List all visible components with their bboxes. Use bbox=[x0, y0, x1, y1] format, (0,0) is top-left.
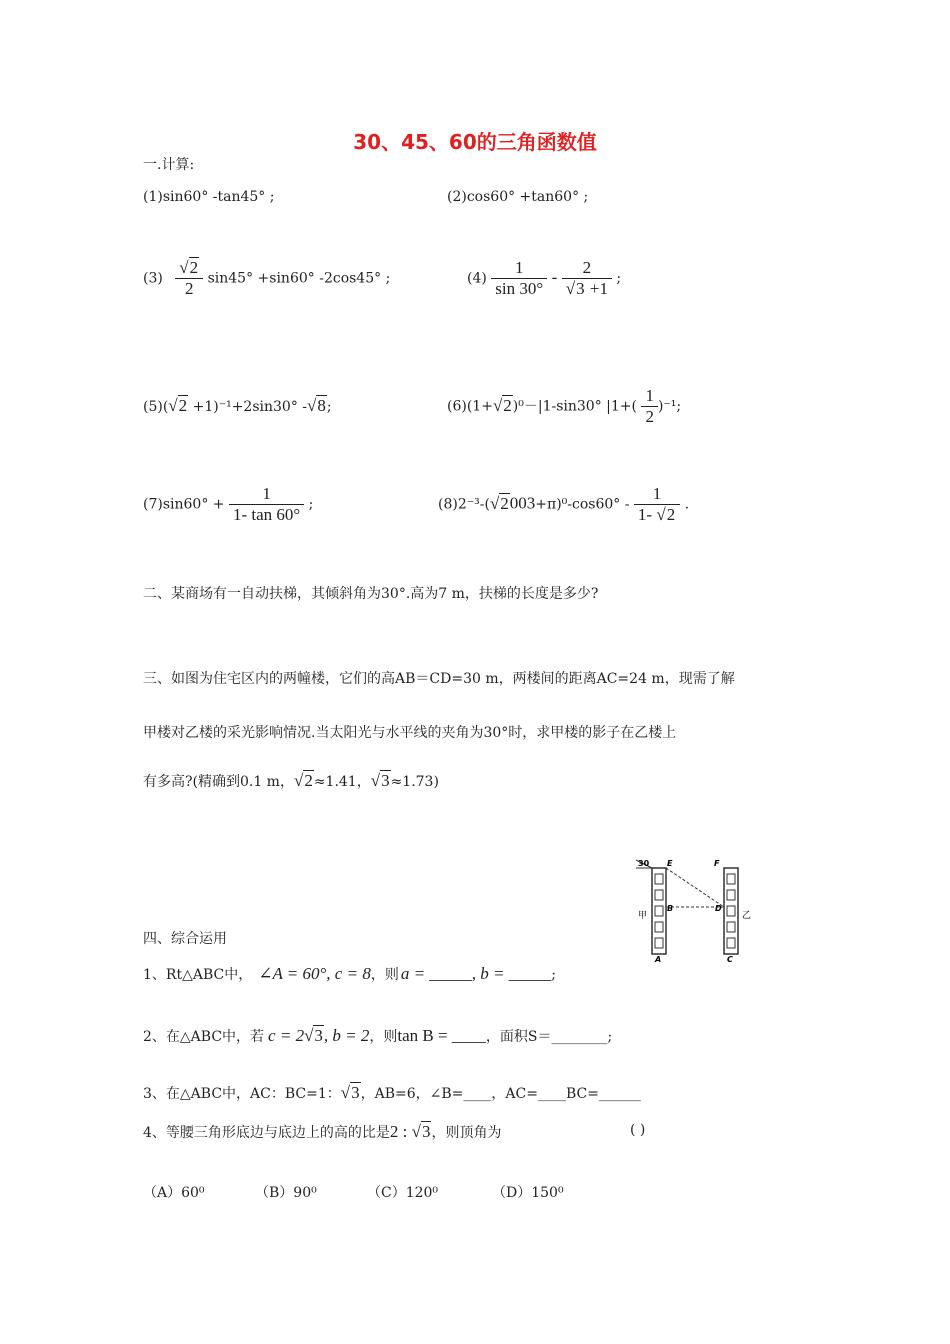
label-D: D bbox=[715, 904, 722, 913]
page-title: 30、45、60的三角函数值 bbox=[353, 130, 597, 154]
sqrt-sign: √2 bbox=[168, 396, 188, 415]
window bbox=[727, 922, 735, 932]
window bbox=[655, 906, 663, 916]
window bbox=[727, 938, 735, 948]
problem-2: (2)cos60° +tan60° ; bbox=[447, 189, 589, 205]
shadow-line bbox=[666, 868, 724, 907]
label-A: A bbox=[655, 955, 662, 964]
building-yi bbox=[724, 868, 738, 954]
problem-7: (7)sin60° + $\frac{1}{1- \tan 60^\circ}$ ; bbox=[143, 484, 314, 524]
label-jia: 甲 bbox=[638, 911, 648, 921]
window bbox=[655, 874, 663, 884]
window bbox=[727, 874, 735, 884]
problem-3 bbox=[143, 258, 390, 299]
problem-4-fraction-2: $\frac{2}{√3 +1}$ bbox=[562, 258, 612, 299]
section3-line-3: 有多高?(精确到0.1 m，√2≈1.41，√3≈1.73) bbox=[143, 771, 439, 790]
question-3: 3、在△ABC中，AC：BC=1：√3，AB=6，∠B=____，AC=____BC=______ bbox=[143, 1083, 641, 1102]
window bbox=[727, 906, 735, 916]
question-2: 2、在△ABC中，若 c = 2√3, b = 2，则tan B = ____，面积S＝________; bbox=[143, 1026, 613, 1045]
sqrt-sign: √3 bbox=[304, 1026, 323, 1045]
section3-line-2: 甲楼对乙楼的采光影响情况.当太阳光与水平线的夹角为30°时，求甲楼的影子在乙楼上 bbox=[143, 725, 677, 741]
section2-problem: 二、某商场有一自动扶梯，其倾斜角为30°.高为7 m，扶梯的长度是多少? bbox=[143, 586, 599, 602]
sqrt-sign: √3 bbox=[370, 771, 390, 790]
minus-sign: - bbox=[551, 267, 558, 287]
sqrt-sign: √3 bbox=[340, 1083, 360, 1102]
sqrt-sign: √2 bbox=[492, 395, 512, 415]
option-c: （C）120⁰ bbox=[367, 1185, 439, 1201]
label-C: C bbox=[727, 955, 733, 964]
problem-8-fraction: $\frac{1}{1- √2}$ bbox=[634, 484, 680, 525]
sqrt-sign: √2 bbox=[656, 505, 676, 524]
problem-5: (5)(√2 +1)⁻¹+2sin30° -√8; bbox=[143, 396, 332, 415]
window bbox=[655, 922, 663, 932]
label-B: B bbox=[667, 904, 674, 913]
sqrt-sign: √2 bbox=[489, 493, 509, 513]
angle-label: 30 bbox=[638, 859, 650, 868]
window bbox=[655, 938, 663, 948]
question-1: 1、Rt△ABC中， ∠A = 60°, c = 8，则 a = _____, b = _____; bbox=[143, 964, 556, 983]
problem-3-text: sin45° +sin60° -2cos45° ; bbox=[207, 270, 391, 287]
problem-8: (8)2⁻³-(√2003+π)⁰-cos60° - $\frac{1}{1- √2}$ . bbox=[438, 484, 690, 524]
section1-heading: 一.计算: bbox=[143, 157, 195, 173]
sqrt-sign: √8 bbox=[307, 396, 326, 415]
problem-3-coefficient: $\frac{√2}{2}$ bbox=[175, 258, 203, 299]
problem-7-fraction: $\frac{1}{1- \tan 60^\circ}$ bbox=[229, 484, 304, 525]
label-F: F bbox=[714, 859, 720, 868]
problem-6: (6)(1+√2)⁰－|1-sin30° |1+( $\frac{1}{2}$ )⁻¹; bbox=[447, 386, 682, 426]
problem-4-fraction-1: $\frac{1}{\sin 30^\circ}$ bbox=[491, 258, 547, 299]
window bbox=[655, 890, 663, 900]
section4-heading: 四、综合运用 bbox=[143, 931, 227, 947]
building-jia bbox=[652, 868, 666, 954]
sqrt-sign: √3 bbox=[565, 279, 585, 298]
question-4: 4、等腰三角形底边与底边上的高的比是2 : √3，则顶角为 bbox=[143, 1122, 502, 1141]
label-E: E bbox=[667, 859, 673, 868]
problem-4: (4) $\frac{1}{\sin 30^\circ}$ - $\frac{2}{√3 +1}$ ; bbox=[467, 258, 622, 298]
sqrt-sign: √2 bbox=[179, 258, 199, 277]
window bbox=[727, 890, 735, 900]
problem-3-label: (3) bbox=[143, 270, 163, 287]
buildings-figure bbox=[630, 850, 760, 965]
sqrt-sign: √2 bbox=[293, 771, 313, 790]
problem-1: (1)sin60° -tan45° ; bbox=[143, 189, 275, 205]
answer-paren: ( ) bbox=[630, 1122, 646, 1138]
problem-4-label: (4) bbox=[467, 270, 487, 287]
option-b: （B）90⁰ bbox=[255, 1185, 317, 1201]
section3-line-1: 三、如图为住宅区内的两幢楼，它们的高AB＝CD=30 m，两楼间的距离AC=24 m，现需了解 bbox=[143, 671, 735, 687]
option-a: （A）60⁰ bbox=[143, 1185, 205, 1201]
option-d: （D）150⁰ bbox=[492, 1185, 564, 1201]
label-yi: 乙 bbox=[742, 911, 752, 921]
problem-6-fraction: $\frac{1}{2}$ bbox=[641, 386, 658, 427]
sqrt-sign: √3 bbox=[411, 1122, 431, 1141]
